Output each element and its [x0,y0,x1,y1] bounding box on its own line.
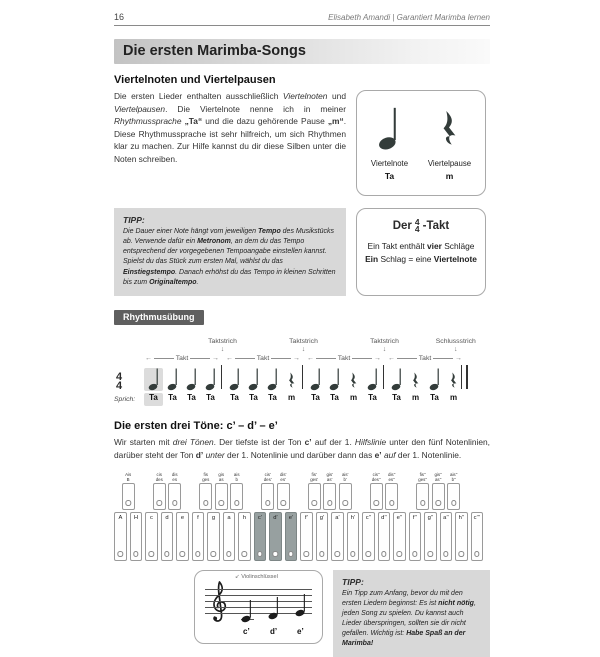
arrow-down-icon: ↓ [382,345,387,353]
rhythm-measure [306,353,382,406]
schlussstrich-label: Schlussstrich ↓ [435,338,476,353]
rhythm-note [244,368,263,391]
running-title: Elisabeth Amandi | Garantiert Marimba lernen [328,13,490,22]
arrow-down-icon: ↓ [454,345,458,353]
time-signature-icon: 4 4 [116,370,123,392]
taktstrich-label: Taktstrich ↓ [208,338,237,353]
rhythm-note [163,368,182,391]
accidental-bar: dis’ es’ [277,472,290,510]
takt-bracket: ← Takt → [145,355,219,363]
bar-hole-icon [420,500,425,505]
syllable: m [349,393,358,403]
quarter-rest-icon [349,372,358,391]
natural-bar: d’’ [378,512,391,561]
accidental-bar: Ais B [122,472,135,510]
quarter-note-syllable: Ta [384,171,395,181]
clef-arrow-icon: ↙ [235,573,242,580]
bar-hole-icon [219,500,224,505]
quarter-note-icon [429,368,441,391]
bar-hole-icon [203,500,208,505]
arrow-left-icon: ← [145,355,152,363]
bar-hole-icon [350,551,355,556]
accidental-bar: dis’’ es’’ [385,472,398,510]
marimba-keyboard-diagram [114,472,486,562]
syllable: Ta [311,393,320,403]
rhythm-rest [344,372,363,391]
arrow-down-icon: ↓ [301,345,306,353]
staff-note [241,599,253,628]
taktstrich-label: Taktstrich ↓ [289,338,318,353]
quarter-note-icon [186,368,198,391]
bar-hole-icon [397,551,402,556]
final-barline [435,338,476,406]
rhythm-note [363,368,382,391]
bar-hole-icon [312,500,317,505]
arrow-left-icon: ← [307,355,314,363]
rhythm-note [182,368,201,391]
staff-note-label: e’ [297,626,304,636]
syllable: Ta [206,393,215,403]
staff-line [205,589,312,590]
takt-box-heading [363,219,479,233]
quarter-note-icon [391,368,403,391]
rhythm-note [263,368,282,391]
quarter-note-icon [167,368,179,391]
quarter-rest-icon [439,111,459,156]
note-rest-box [356,90,486,196]
taktstrich-label: Taktstrich ↓ [370,338,399,353]
quarter-note-icon [248,368,260,391]
sprich-label: Sprich: [114,396,136,404]
quarter-note-icon [378,107,400,156]
section-heading-toene: Die ersten drei Töne: c’ – d’ – e’ [114,420,278,433]
tipp-start-label: TIPP: [342,576,364,587]
syllable: m [449,393,458,403]
natural-bar: c’’’ [471,512,484,561]
natural-bar: d [161,512,174,561]
rhythm-notation [114,329,486,406]
syllable: Ta [368,393,377,403]
bar-hole-icon [474,551,479,556]
bar-hole-icon [428,551,433,556]
bar-hole-icon [164,551,169,556]
accidental-bar: ais b [230,472,243,510]
page-header [114,12,490,26]
rhythm-note [325,368,344,391]
accidental-bar: cis’’ des’’ [370,472,383,510]
natural-bar: a [223,512,236,561]
natural-bar: g’ [316,512,329,561]
bar-hole-icon [335,551,340,556]
bar-hole-icon [242,551,247,556]
arrow-right-icon: → [455,355,462,363]
natural-bar: h [238,512,251,561]
quarter-note-icon [310,368,322,391]
natural-bar: c [145,512,158,561]
quarter-rest-icon [449,372,458,391]
natural-bar: g [207,512,220,561]
clef-label: ↙ Violinschlüssel [235,573,278,580]
bar-hole-icon [288,551,293,556]
syllable: m [411,393,420,403]
staff-note-label: d’ [270,626,278,636]
accidental-bar: ais’’ b’’ [447,472,460,510]
syllable: Ta [330,393,339,403]
accidental-bar: fis’’ ges’’ [416,472,429,510]
rhythm-note [306,368,325,391]
natural-bar: f’’ [409,512,422,561]
quarter-note-icon [367,368,379,391]
accidental-bar: gis’ as’ [323,472,336,510]
bar-hole-icon [459,551,464,556]
takt-bracket: ← Takt → [307,355,381,363]
rhythm-timesig [114,370,144,407]
natural-bar: g’’ [424,512,437,561]
bar-hole-icon [343,500,348,505]
tipp-start-text: Ein Tipp zum Anfang, bevor du mit den ersten Liedern beginnst: Es ist nicht nötig, jeden Song zu spielen. Du kannst auch Lieder überspringen, sollten sie dir nicht gefallen. Wichtig ist: Habe Spaß an der Marimba! [342,589,476,648]
quarter-rest-icon [411,372,420,391]
staff-notation-box [194,570,323,644]
bar-hole-icon [180,551,185,556]
tipp-tempo-label: TIPP: [123,215,145,225]
arrow-left-icon: ← [388,355,395,363]
rhythm-note [144,368,163,391]
natural-bar: f’ [300,512,313,561]
takt-prefix: Der [392,220,412,233]
tipp-tempo-text: Die Dauer einer Note hängt vom jeweiligen Tempo des Musikstücks ab. Verwende dafür ein Metronom, an dem du das Tempo entsprechend der vorgegebenen Tempoangabe einstellen kannst. Spielst du das Stück zum ersten Mal, wählst du das Einstiegstempo. Danach erhöhst du das Tempo in kleinen Schritten bis zum Originaltempo. [123,228,336,286]
rhythm-measure [387,353,463,406]
natural-bar: H [130,512,143,561]
takt-box [356,208,486,296]
bar-hole-icon [172,500,177,505]
rhythm-note [225,368,244,391]
bar-hole-icon [389,500,394,505]
quarter-rest-syllable: m [445,171,454,181]
bar-hole-icon [226,551,231,556]
barline [208,338,237,406]
natural-bar: e’’ [393,512,406,561]
arrow-right-icon: → [212,355,219,363]
quarter-note-icon [329,368,341,391]
syllable: Ta [249,393,258,403]
takt-box-line1: Ein Takt enthält vier Schläge [367,241,475,252]
bar-hole-icon [281,500,286,505]
bar-hole-icon [149,551,154,556]
barline [370,338,399,406]
section-heading-viertelnoten: Viertelnoten und Viertelpausen [114,74,276,86]
accidental-bar: gis’’ as’’ [432,472,445,510]
accidental-bar: gis as [215,472,228,510]
bar-hole-icon [304,551,309,556]
time-signature-icon: 4 4 [414,217,420,235]
bar-hole-icon [436,500,441,505]
accidental-bar: fis’ ges’ [308,472,321,510]
syllable: Ta [392,393,401,403]
bar-hole-icon [381,551,386,556]
takt-bracket: ← Takt → [226,355,300,363]
bar-hole-icon [257,551,262,556]
arrow-left-icon: ← [226,355,233,363]
syllable: Ta [168,393,177,403]
tipp-tempo-box [114,208,346,296]
takt-box-line2: Ein Schlag = eine Viertelnote [365,254,477,265]
rhythm-note [425,368,444,391]
natural-bar: a’’ [440,512,453,561]
natural-bar-highlighted: c’ [254,512,267,561]
rhythm-rest [282,372,301,391]
accidental-bar: dis es [168,472,181,510]
natural-bar: a’ [331,512,344,561]
bar-hole-icon [412,551,417,556]
bar-hole-icon [319,551,324,556]
chapter-title: Die ersten Marimba-Songs [114,39,490,64]
bar-hole-icon [211,551,216,556]
syllable: m [287,393,296,403]
toene-paragraph: Wir starten mit drei Tönen. Der tiefste ist der Ton c’ auf der 1. Hilfslinie unter den fünf Notenlinien, darüber steht der Ton d’ unter der 1. Notenlinie und darüber dann das e’ auf der 1. Notenlinie. [114,437,490,460]
syllable: Ta [430,393,439,403]
quarter-rest-icon [287,372,296,391]
bar-hole-icon [451,500,456,505]
quarter-note-icon [205,368,217,391]
bar-hole-icon [133,551,138,556]
takt-suffix: -Takt [422,220,450,233]
arrow-right-icon: → [293,355,300,363]
book-page [114,12,490,657]
natural-bar: f [192,512,205,561]
quarter-note-icon [229,368,241,391]
rhythm-measure [225,353,301,406]
syllable: Ta [187,393,196,403]
natural-bar: A [114,512,127,561]
bar-hole-icon [195,551,200,556]
bar-hole-icon [125,500,130,505]
accidental-bar: cis’ des’ [261,472,274,510]
bar-hole-icon [265,500,270,505]
rhythm-exercise-label: Rhythmusübung [114,310,204,325]
barline [289,338,318,406]
bar-hole-icon [374,500,379,505]
quarter-note-cell [371,107,408,181]
quarter-note-icon [267,368,279,391]
bar-hole-icon [327,500,332,505]
natural-bar-highlighted: e’ [285,512,298,561]
bar-hole-icon [366,551,371,556]
syllable: Ta [230,393,239,403]
bar-hole-icon [273,551,278,556]
page-number: 16 [114,12,125,22]
accidental-bar: cis des [153,472,166,510]
bar-hole-icon [118,551,123,556]
rhythm-note [201,368,220,391]
natural-bar: h’’ [455,512,468,561]
bar-hole-icon [234,500,239,505]
quarter-note-icon [148,368,160,391]
arrow-right-icon: → [374,355,381,363]
syllable: Ta [268,393,277,403]
accidental-bar: fis ges [199,472,212,510]
staff-note [295,593,307,622]
tipp-start-box [333,570,490,657]
viertelnoten-paragraph: Die ersten Lieder enthalten ausschließlich Viertelnoten und Viertelpausen. Die Viertelnote nenne ich in meiner Rhythmussprache „Ta“ und die dazu gehörende Pause „m“. Diese Rhythmussprache ist sehr hilfreich, um sich Rhythmen klar zu machen. Zur Hilfe kannst du dir diese Silben unter die Noten schreiben. [114,91,347,165]
quarter-rest-label: Viertelpause [427,159,472,168]
syllable: Ta [144,393,163,406]
natural-bar: h’ [347,512,360,561]
rhythm-note [387,368,406,391]
takt-bracket: ← Takt → [388,355,462,363]
quarter-note-label: Viertelnote [370,159,409,168]
natural-bar: e [176,512,189,561]
rhythm-measure [144,353,220,406]
natural-bar: c’’ [362,512,375,561]
natural-bar-highlighted: d’ [269,512,282,561]
accidental-bar: ais’ b’ [339,472,352,510]
arrow-down-icon: ↓ [220,345,225,353]
bar-hole-icon [157,500,162,505]
bar-hole-icon [443,551,448,556]
quarter-rest-cell [428,111,471,181]
staff-note-label: c’ [243,626,250,636]
rhythm-rest [406,372,425,391]
